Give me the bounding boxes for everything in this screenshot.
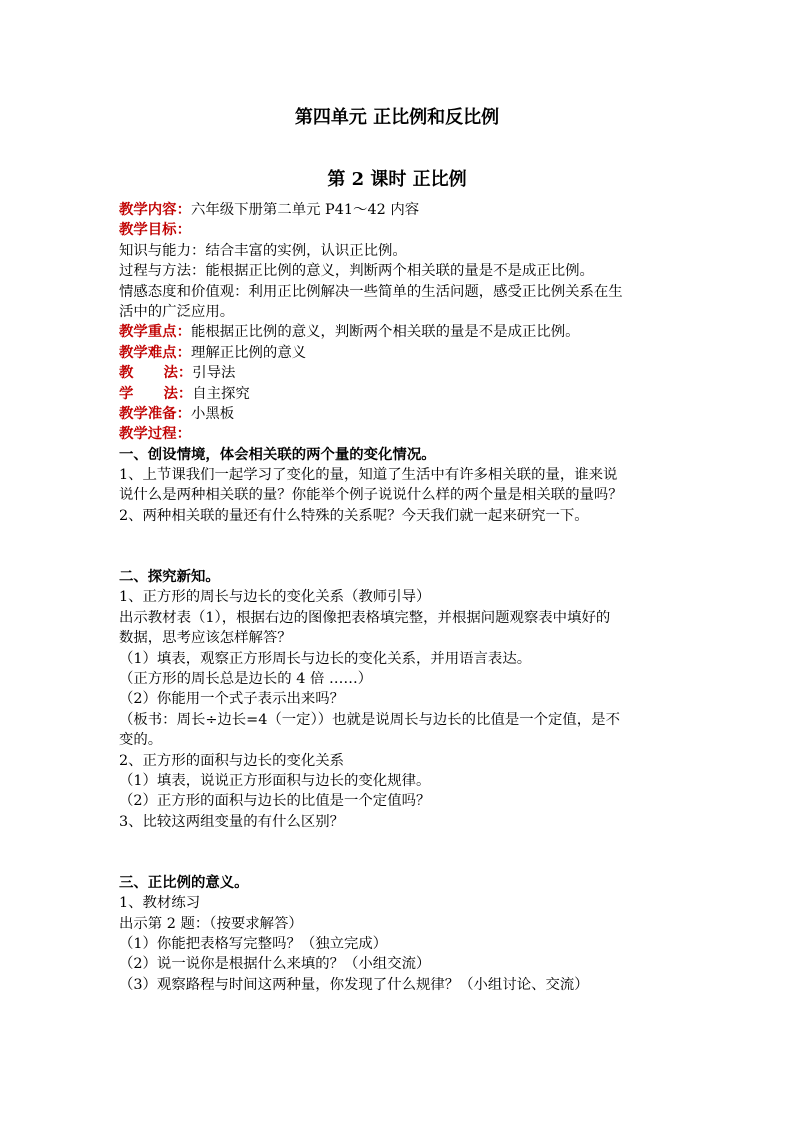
section2-line: 1、正方形的周长与边长的变化关系（教师引导） — [119, 589, 431, 606]
section1-paragraph2: 2、两种相关联的量还有什么特殊的关系呢？今天我们就一起来研究一下。 — [119, 507, 589, 524]
teaching-method-label: 教 法： — [119, 364, 193, 382]
section3-line: 出示第 2 题：（按要求解答） — [119, 915, 303, 932]
process-row — [119, 424, 679, 444]
key-point-label: 教学重点： — [119, 323, 191, 341]
section2-line: （1）填表，观察正方形周长与边长的变化关系，并用语言表达。 — [119, 650, 532, 667]
goal-emotion-line2: 活中的广泛应用。 — [119, 303, 235, 320]
learning-method-label: 学 法： — [119, 384, 193, 402]
preparation-row — [119, 404, 679, 424]
preparation-label: 教学准备： — [119, 404, 191, 422]
preparation-value: 小黑板 — [190, 405, 235, 422]
spacer — [119, 832, 679, 873]
key-point-value: 能根据正比例的意义，判断两个相关联的量是不是成正比例。 — [190, 324, 580, 341]
teaching-method-row — [119, 363, 679, 383]
goals-label: 教学目标： — [119, 221, 191, 239]
goal-knowledge: 知识与能力：结合丰富的实例，认识正比例。 — [119, 242, 407, 259]
section3-line: 1、教材练习 — [119, 895, 201, 912]
section2-line: 变的。 — [119, 732, 163, 749]
learning-method-row — [119, 384, 679, 404]
content-row — [119, 200, 679, 220]
section1-paragraph1-line2: 说什么是两种相关联的量？你能举个例子说说什么样的两个量是相关联的量吗？ — [119, 487, 623, 504]
goals-row — [119, 220, 679, 240]
section2-line: 数据，思考应该怎样解答？ — [119, 630, 292, 647]
document-body — [119, 200, 679, 995]
unit-title: 第四单元 正比例和反比例 — [294, 107, 500, 128]
section2-line: 出示教材表（1），根据右边的图像把表格填完整，并根据问题观察表中填好的 — [119, 609, 611, 626]
section2-heading: 二、探究新知。 — [119, 568, 220, 586]
section3-line: （1）你能把表格写完整吗？（独立完成） — [119, 936, 388, 953]
learning-method-value: 自主探究 — [192, 385, 250, 402]
goal-process: 过程与方法：能根据正比例的意义，判断两个相关联的量是不是成正比例。 — [119, 263, 594, 280]
section2-line: （正方形的周长总是边长的 4 倍 ……） — [119, 671, 373, 687]
content-value: 六年级下册第二单元 P41～42 内容 — [190, 202, 420, 218]
lesson-title: 第 2 课时 正比例 — [327, 169, 467, 190]
section1-paragraph1-line1: 1、上节课我们一起学习了变化的量，知道了生活中有许多相关联的量，谁来说 — [119, 467, 618, 484]
section2-line: 2、正方形的面积与边长的变化关系 — [119, 752, 345, 769]
section2-line: （1）填表，说说正方形面积与边长的变化规律。 — [119, 772, 431, 789]
section3-heading: 三、正比例的意义。 — [119, 873, 249, 891]
key-point-row — [119, 322, 679, 342]
section1-heading: 一、创设情境，体会相关联的两个量的变化情况。 — [119, 445, 436, 463]
spacer — [119, 526, 679, 567]
difficulty-label: 教学难点： — [119, 343, 191, 361]
teaching-method-value: 引导法 — [192, 365, 236, 382]
section3-line: （2）说一说你是根据什么来填的？（小组交流） — [119, 956, 431, 973]
section2-line: （板书：周长÷边长=4（一定））也就是说周长与边长的比值是一个定值，是不 — [119, 711, 620, 728]
section2-line: （2）你能用一个式子表示出来吗？ — [119, 691, 345, 708]
difficulty-row — [119, 343, 679, 363]
difficulty-value: 理解正比例的意义 — [190, 344, 307, 361]
goal-emotion-line1: 情感态度和价值观：利用正比例解决一些简单的生活问题，感受正比例关系在生 — [119, 283, 623, 300]
section3-line: （3）观察路程与时间这两种量，你发现了什么规律？（小组讨论、交流） — [119, 976, 589, 993]
content-label: 教学内容： — [119, 201, 191, 218]
section2-line: （2）正方形的面积与边长的比值是一个定值吗？ — [119, 793, 431, 810]
process-label: 教学过程： — [119, 425, 191, 443]
section2-line: 3、比较这两组变量的有什么区别？ — [119, 813, 345, 830]
